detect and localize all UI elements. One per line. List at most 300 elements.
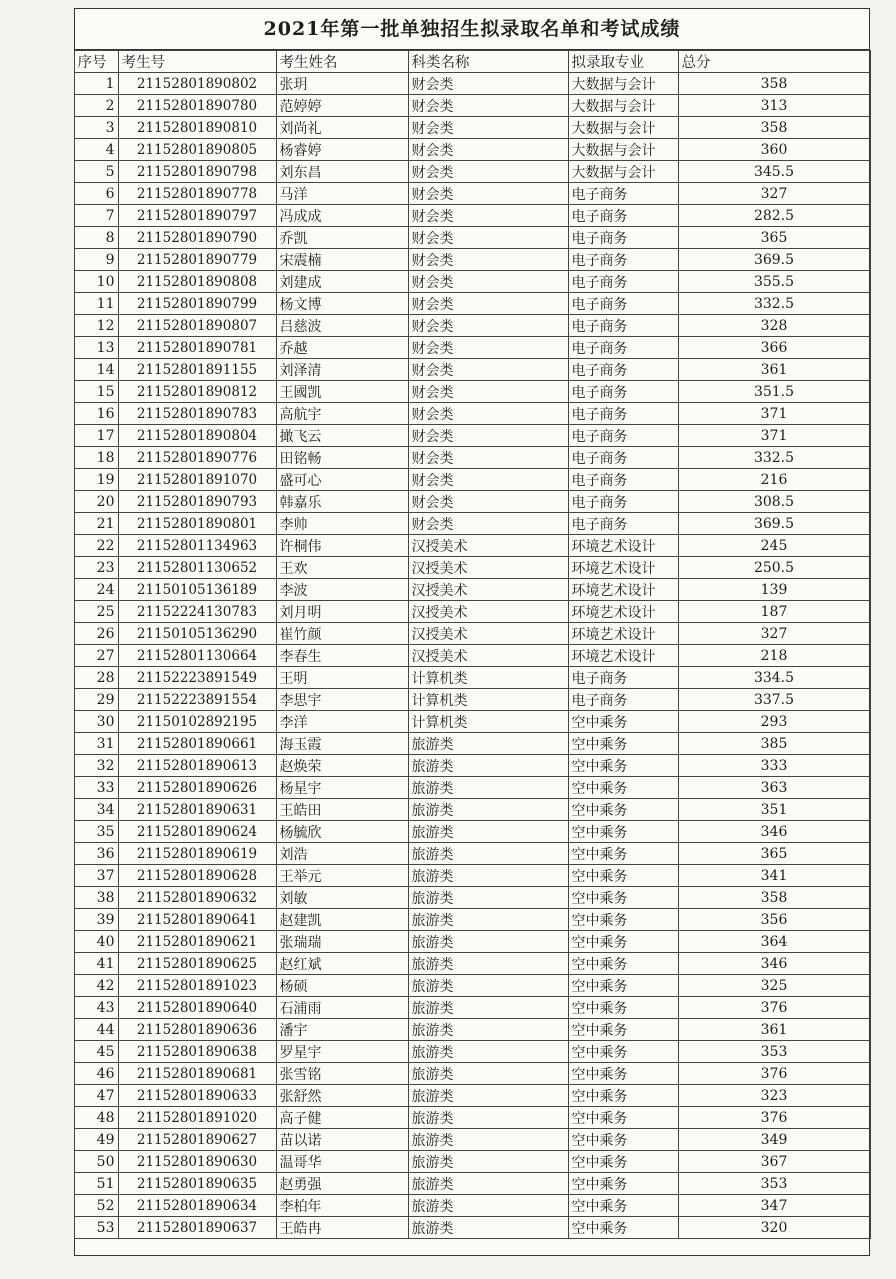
row-major: 空中乘务 — [568, 953, 678, 975]
table-row — [74, 821, 870, 843]
row-score: 376 — [678, 997, 870, 1019]
row-name: 王欢 — [276, 557, 408, 579]
row-major: 空中乘务 — [568, 1129, 678, 1151]
row-exam-id: 21152801891020 — [118, 1107, 276, 1129]
row-score: 216 — [678, 469, 870, 491]
row-seq: 27 — [74, 645, 118, 667]
row-seq: 19 — [74, 469, 118, 491]
row-score: 323 — [678, 1085, 870, 1107]
row-major: 空中乘务 — [568, 1217, 678, 1239]
row-major: 电子商务 — [568, 359, 678, 381]
row-name: 赵红斌 — [276, 953, 408, 975]
row-category: 旅游类 — [408, 1019, 568, 1041]
table-row — [74, 1041, 870, 1063]
row-name: 温哥华 — [276, 1151, 408, 1173]
row-category: 汉授美术 — [408, 557, 568, 579]
header-seq: 序号 — [74, 51, 118, 73]
row-exam-id: 21152801890779 — [118, 249, 276, 271]
row-seq: 51 — [74, 1173, 118, 1195]
row-seq: 3 — [74, 117, 118, 139]
row-exam-id: 21152801890812 — [118, 381, 276, 403]
row-exam-id: 21152801890798 — [118, 161, 276, 183]
row-category: 财会类 — [408, 95, 568, 117]
row-category: 旅游类 — [408, 1151, 568, 1173]
row-seq: 29 — [74, 689, 118, 711]
row-major: 电子商务 — [568, 447, 678, 469]
row-name: 潘宇 — [276, 1019, 408, 1041]
row-major: 空中乘务 — [568, 865, 678, 887]
header-major: 拟录取专业 — [568, 51, 678, 73]
table-row — [74, 425, 870, 447]
row-major: 空中乘务 — [568, 711, 678, 733]
row-category: 汉授美术 — [408, 645, 568, 667]
row-major: 电子商务 — [568, 293, 678, 315]
table-row — [74, 711, 870, 733]
table-row — [74, 623, 870, 645]
row-major: 电子商务 — [568, 425, 678, 447]
row-seq: 39 — [74, 909, 118, 931]
row-exam-id: 21152801890636 — [118, 1019, 276, 1041]
row-category: 财会类 — [408, 491, 568, 513]
row-category: 计算机类 — [408, 711, 568, 733]
row-category: 财会类 — [408, 337, 568, 359]
row-name: 赵勇强 — [276, 1173, 408, 1195]
table-row — [74, 271, 870, 293]
header-score: 总分 — [678, 51, 870, 73]
row-category: 财会类 — [408, 359, 568, 381]
table-row — [74, 117, 870, 139]
row-seq: 26 — [74, 623, 118, 645]
row-score: 358 — [678, 117, 870, 139]
table-row — [74, 359, 870, 381]
row-seq: 30 — [74, 711, 118, 733]
table-row — [74, 1085, 870, 1107]
row-exam-id: 21152801891023 — [118, 975, 276, 997]
row-seq: 50 — [74, 1151, 118, 1173]
row-category: 旅游类 — [408, 777, 568, 799]
row-major: 空中乘务 — [568, 1085, 678, 1107]
row-exam-id: 21150105136290 — [118, 623, 276, 645]
table-row — [74, 645, 870, 667]
row-seq: 21 — [74, 513, 118, 535]
row-seq: 41 — [74, 953, 118, 975]
row-major: 空中乘务 — [568, 1151, 678, 1173]
table-row — [74, 865, 870, 887]
row-name: 刘泽清 — [276, 359, 408, 381]
row-name: 王皓田 — [276, 799, 408, 821]
row-major: 空中乘务 — [568, 1173, 678, 1195]
row-score: 313 — [678, 95, 870, 117]
row-seq: 49 — [74, 1129, 118, 1151]
row-score: 337.5 — [678, 689, 870, 711]
row-name: 杨文博 — [276, 293, 408, 315]
header-category: 科类名称 — [408, 51, 568, 73]
row-category: 计算机类 — [408, 689, 568, 711]
row-major: 空中乘务 — [568, 843, 678, 865]
row-category: 旅游类 — [408, 821, 568, 843]
row-name: 海玉霞 — [276, 733, 408, 755]
row-name: 李柏年 — [276, 1195, 408, 1217]
row-seq: 4 — [74, 139, 118, 161]
row-seq: 43 — [74, 997, 118, 1019]
row-seq: 34 — [74, 799, 118, 821]
table-row — [74, 161, 870, 183]
row-exam-id: 21152801890632 — [118, 887, 276, 909]
row-exam-id: 21152801890776 — [118, 447, 276, 469]
row-major: 空中乘务 — [568, 733, 678, 755]
row-exam-id: 21152801134963 — [118, 535, 276, 557]
row-name: 刘东昌 — [276, 161, 408, 183]
row-seq: 36 — [74, 843, 118, 865]
row-score: 293 — [678, 711, 870, 733]
row-name: 杨毓欣 — [276, 821, 408, 843]
row-score: 360 — [678, 139, 870, 161]
row-name: 刘建成 — [276, 271, 408, 293]
table-row — [74, 381, 870, 403]
row-major: 空中乘务 — [568, 1107, 678, 1129]
row-exam-id: 21152801890634 — [118, 1195, 276, 1217]
table-row — [74, 953, 870, 975]
row-name: 冯成成 — [276, 205, 408, 227]
row-seq: 48 — [74, 1107, 118, 1129]
row-exam-id: 21152801890619 — [118, 843, 276, 865]
table-row — [74, 1129, 870, 1151]
row-exam-id: 21152801890799 — [118, 293, 276, 315]
row-score: 327 — [678, 623, 870, 645]
table-row — [74, 909, 870, 931]
row-score: 353 — [678, 1041, 870, 1063]
row-seq: 2 — [74, 95, 118, 117]
table-row — [74, 403, 870, 425]
row-name: 范婷婷 — [276, 95, 408, 117]
row-category: 财会类 — [408, 73, 568, 95]
table-row — [74, 337, 870, 359]
row-exam-id: 21152801890661 — [118, 733, 276, 755]
row-category: 旅游类 — [408, 997, 568, 1019]
row-score: 371 — [678, 425, 870, 447]
row-exam-id: 21152801890624 — [118, 821, 276, 843]
row-exam-id: 21152801890804 — [118, 425, 276, 447]
row-seq: 15 — [74, 381, 118, 403]
row-score: 333 — [678, 755, 870, 777]
row-seq: 31 — [74, 733, 118, 755]
table-row — [74, 1195, 870, 1217]
row-exam-id: 21152801891155 — [118, 359, 276, 381]
row-exam-id: 21152801890781 — [118, 337, 276, 359]
row-major: 电子商务 — [568, 227, 678, 249]
row-exam-id: 21152801890630 — [118, 1151, 276, 1173]
table-row — [74, 1107, 870, 1129]
row-exam-id: 21152801130652 — [118, 557, 276, 579]
row-category: 汉授美术 — [408, 579, 568, 601]
row-name: 李帅 — [276, 513, 408, 535]
row-score: 364 — [678, 931, 870, 953]
row-exam-id: 21152801890640 — [118, 997, 276, 1019]
row-category: 计算机类 — [408, 667, 568, 689]
table-row — [74, 755, 870, 777]
row-name: 石浦雨 — [276, 997, 408, 1019]
row-name: 王明 — [276, 667, 408, 689]
row-seq: 25 — [74, 601, 118, 623]
row-name: 高航宇 — [276, 403, 408, 425]
row-name: 刘浩 — [276, 843, 408, 865]
row-seq: 7 — [74, 205, 118, 227]
row-score: 367 — [678, 1151, 870, 1173]
row-major: 电子商务 — [568, 271, 678, 293]
row-category: 财会类 — [408, 447, 568, 469]
row-score: 365 — [678, 227, 870, 249]
table-row — [74, 1217, 870, 1239]
row-name: 李思宇 — [276, 689, 408, 711]
row-major: 电子商务 — [568, 183, 678, 205]
row-seq: 47 — [74, 1085, 118, 1107]
row-category: 财会类 — [408, 271, 568, 293]
row-major: 电子商务 — [568, 381, 678, 403]
row-seq: 5 — [74, 161, 118, 183]
row-name: 罗星宇 — [276, 1041, 408, 1063]
row-score: 334.5 — [678, 667, 870, 689]
row-score: 139 — [678, 579, 870, 601]
row-score: 308.5 — [678, 491, 870, 513]
row-score: 349 — [678, 1129, 870, 1151]
row-name: 赵建凯 — [276, 909, 408, 931]
row-major: 电子商务 — [568, 491, 678, 513]
row-seq: 35 — [74, 821, 118, 843]
row-score: 187 — [678, 601, 870, 623]
table-row — [74, 931, 870, 953]
row-major: 空中乘务 — [568, 931, 678, 953]
row-name: 杨硕 — [276, 975, 408, 997]
row-exam-id: 21152223891549 — [118, 667, 276, 689]
row-name: 宋震楠 — [276, 249, 408, 271]
row-score: 376 — [678, 1107, 870, 1129]
row-score: 353 — [678, 1173, 870, 1195]
row-major: 空中乘务 — [568, 975, 678, 997]
table-row — [74, 491, 870, 513]
row-score: 328 — [678, 315, 870, 337]
row-seq: 52 — [74, 1195, 118, 1217]
document-title: 2021年第一批单独招生拟录取名单和考试成绩 — [75, 9, 869, 50]
row-seq: 22 — [74, 535, 118, 557]
row-category: 财会类 — [408, 249, 568, 271]
row-seq: 6 — [74, 183, 118, 205]
row-seq: 12 — [74, 315, 118, 337]
row-score: 361 — [678, 1019, 870, 1041]
table-row — [74, 733, 870, 755]
row-name: 王國凯 — [276, 381, 408, 403]
row-seq: 45 — [74, 1041, 118, 1063]
row-name: 张玥 — [276, 73, 408, 95]
row-exam-id: 21152801890805 — [118, 139, 276, 161]
row-major: 电子商务 — [568, 513, 678, 535]
row-seq: 38 — [74, 887, 118, 909]
table-row — [74, 799, 870, 821]
table-row — [74, 513, 870, 535]
row-major: 大数据与会计 — [568, 73, 678, 95]
row-score: 327 — [678, 183, 870, 205]
row-exam-id: 21152801890625 — [118, 953, 276, 975]
table-row — [74, 557, 870, 579]
row-category: 旅游类 — [408, 733, 568, 755]
row-category: 旅游类 — [408, 755, 568, 777]
row-exam-id: 21152801890621 — [118, 931, 276, 953]
row-exam-id: 21152801890626 — [118, 777, 276, 799]
row-score: 369.5 — [678, 513, 870, 535]
row-category: 财会类 — [408, 403, 568, 425]
row-score: 320 — [678, 1217, 870, 1239]
row-category: 旅游类 — [408, 1063, 568, 1085]
table-row — [74, 95, 870, 117]
row-exam-id: 21152801890627 — [118, 1129, 276, 1151]
row-score: 332.5 — [678, 447, 870, 469]
row-seq: 24 — [74, 579, 118, 601]
admission-list-sheet — [74, 8, 870, 1256]
row-name: 张舒然 — [276, 1085, 408, 1107]
row-exam-id: 21152801890635 — [118, 1173, 276, 1195]
row-exam-id: 21152801890807 — [118, 315, 276, 337]
row-score: 332.5 — [678, 293, 870, 315]
row-name: 刘月明 — [276, 601, 408, 623]
row-name: 刘敏 — [276, 887, 408, 909]
row-exam-id: 21152801890790 — [118, 227, 276, 249]
row-name: 苗以诺 — [276, 1129, 408, 1151]
row-major: 电子商务 — [568, 315, 678, 337]
row-exam-id: 21152801890802 — [118, 73, 276, 95]
row-seq: 14 — [74, 359, 118, 381]
row-category: 财会类 — [408, 139, 568, 161]
row-score: 358 — [678, 73, 870, 95]
row-exam-id: 21152801890797 — [118, 205, 276, 227]
row-seq: 13 — [74, 337, 118, 359]
row-seq: 23 — [74, 557, 118, 579]
row-category: 财会类 — [408, 513, 568, 535]
row-major: 空中乘务 — [568, 821, 678, 843]
row-category: 旅游类 — [408, 843, 568, 865]
row-category: 旅游类 — [408, 1195, 568, 1217]
row-category: 旅游类 — [408, 909, 568, 931]
row-seq: 32 — [74, 755, 118, 777]
table-row — [74, 447, 870, 469]
row-score: 371 — [678, 403, 870, 425]
table-row — [74, 249, 870, 271]
row-seq: 16 — [74, 403, 118, 425]
table-row — [74, 843, 870, 865]
row-seq: 17 — [74, 425, 118, 447]
table-row — [74, 887, 870, 909]
table-row — [74, 1019, 870, 1041]
header-name: 考生姓名 — [276, 51, 408, 73]
row-seq: 9 — [74, 249, 118, 271]
table-body — [74, 73, 870, 1239]
row-name: 赵焕荣 — [276, 755, 408, 777]
row-seq: 33 — [74, 777, 118, 799]
row-major: 空中乘务 — [568, 887, 678, 909]
row-seq: 20 — [74, 491, 118, 513]
row-category: 财会类 — [408, 227, 568, 249]
row-exam-id: 21152801890801 — [118, 513, 276, 535]
row-score: 363 — [678, 777, 870, 799]
row-major: 空中乘务 — [568, 909, 678, 931]
row-category: 汉授美术 — [408, 623, 568, 645]
row-category: 旅游类 — [408, 865, 568, 887]
row-exam-id: 21152801890783 — [118, 403, 276, 425]
row-name: 乔越 — [276, 337, 408, 359]
table-row — [74, 139, 870, 161]
row-seq: 53 — [74, 1217, 118, 1239]
row-category: 财会类 — [408, 161, 568, 183]
row-seq: 10 — [74, 271, 118, 293]
row-exam-id: 21152801890628 — [118, 865, 276, 887]
table-row — [74, 1151, 870, 1173]
row-name: 盛可心 — [276, 469, 408, 491]
row-major: 大数据与会计 — [568, 95, 678, 117]
row-score: 250.5 — [678, 557, 870, 579]
row-category: 财会类 — [408, 381, 568, 403]
row-name: 杨星宇 — [276, 777, 408, 799]
row-major: 环境艺术设计 — [568, 535, 678, 557]
row-exam-id: 21152223891554 — [118, 689, 276, 711]
row-seq: 44 — [74, 1019, 118, 1041]
row-major: 空中乘务 — [568, 1019, 678, 1041]
table-row — [74, 689, 870, 711]
row-score: 347 — [678, 1195, 870, 1217]
row-category: 旅游类 — [408, 887, 568, 909]
row-name: 张瑞瑞 — [276, 931, 408, 953]
row-name: 韩嘉乐 — [276, 491, 408, 513]
row-name: 撖飞云 — [276, 425, 408, 447]
row-score: 355.5 — [678, 271, 870, 293]
row-category: 汉授美术 — [408, 535, 568, 557]
row-name: 李春生 — [276, 645, 408, 667]
row-major: 空中乘务 — [568, 755, 678, 777]
row-score: 325 — [678, 975, 870, 997]
row-name: 乔凯 — [276, 227, 408, 249]
row-score: 341 — [678, 865, 870, 887]
row-category: 旅游类 — [408, 1129, 568, 1151]
row-seq: 40 — [74, 931, 118, 953]
row-exam-id: 21152801890793 — [118, 491, 276, 513]
row-major: 电子商务 — [568, 469, 678, 491]
row-category: 财会类 — [408, 293, 568, 315]
row-exam-id: 21152801890613 — [118, 755, 276, 777]
row-score: 369.5 — [678, 249, 870, 271]
row-name: 李洋 — [276, 711, 408, 733]
row-major: 空中乘务 — [568, 1041, 678, 1063]
table-row — [74, 227, 870, 249]
table-row — [74, 601, 870, 623]
row-major: 大数据与会计 — [568, 139, 678, 161]
row-score: 365 — [678, 843, 870, 865]
row-seq: 42 — [74, 975, 118, 997]
row-major: 环境艺术设计 — [568, 645, 678, 667]
row-category: 旅游类 — [408, 1173, 568, 1195]
row-major: 空中乘务 — [568, 777, 678, 799]
table-row — [74, 535, 870, 557]
row-seq: 37 — [74, 865, 118, 887]
row-score: 351.5 — [678, 381, 870, 403]
row-seq: 11 — [74, 293, 118, 315]
row-score: 345.5 — [678, 161, 870, 183]
row-seq: 46 — [74, 1063, 118, 1085]
row-category: 旅游类 — [408, 931, 568, 953]
row-name: 李波 — [276, 579, 408, 601]
row-score: 245 — [678, 535, 870, 557]
row-category: 旅游类 — [408, 975, 568, 997]
row-major: 电子商务 — [568, 205, 678, 227]
row-category: 旅游类 — [408, 1041, 568, 1063]
row-exam-id: 21152801890631 — [118, 799, 276, 821]
table-row — [74, 73, 870, 95]
